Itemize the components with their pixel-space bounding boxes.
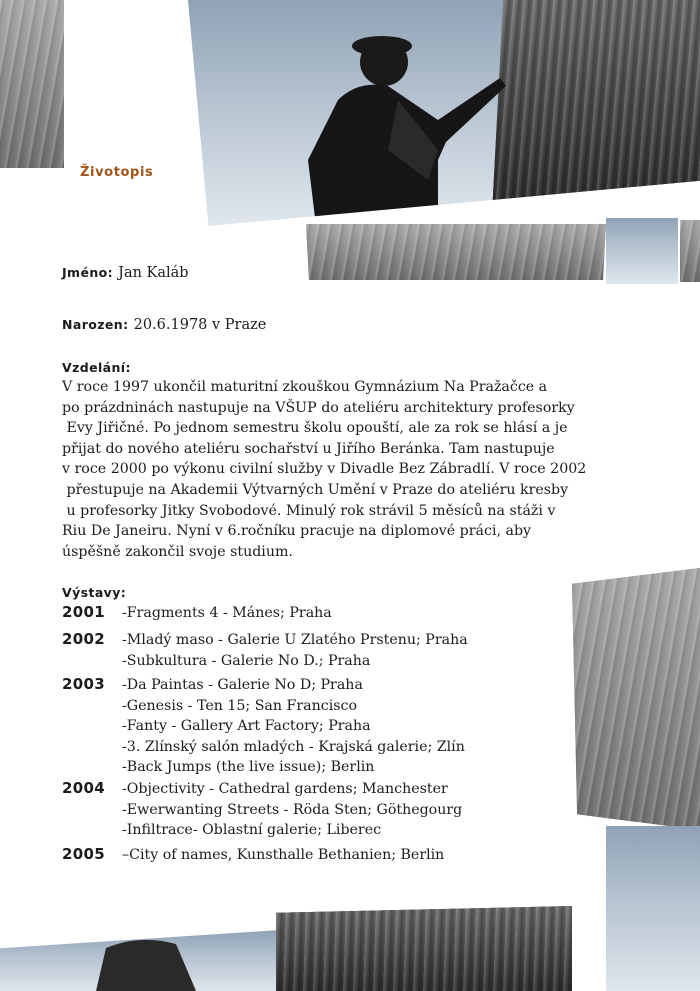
exhibitions-heading — [62, 582, 126, 601]
exhibition-item: -Infiltrace- Oblastní galerie; Liberec — [122, 822, 382, 839]
name-label: Jméno: — [62, 265, 114, 280]
photo-fragment-right-sky — [606, 826, 700, 991]
exhibitions-label: Výstavy: — [62, 585, 127, 600]
education-line: přijat do nového ateliéru sochařství u Jiřího Beránka. Tam nastupuje — [62, 440, 555, 457]
exhibition-year: 2005 — [62, 845, 105, 863]
exhibition-item: -3. Zlínský salón mladých - Krajská galerie; Zlín — [122, 738, 465, 755]
education-label: Vzdelání: — [62, 360, 131, 375]
exhibition-list — [122, 603, 332, 624]
photo-main-silhouette — [188, 0, 700, 226]
education-heading — [62, 357, 131, 376]
photo-fragment-bottom-center — [276, 906, 572, 991]
exhibition-year: 2004 — [62, 779, 105, 797]
born-row — [62, 314, 266, 333]
page-title: Životopis — [80, 165, 154, 180]
photo-fragment-right — [572, 568, 700, 830]
exhibition-item: -Ewerwanting Streets - Röda Sten; Göthegourg — [122, 801, 463, 818]
education-line: V roce 1997 ukončil maturitní zkouškou Gymnázium Na Pražačce a — [62, 379, 548, 395]
exhibition-year: 2001 — [62, 603, 105, 621]
exhibition-item: -Subkultura - Galerie No D.; Praha — [122, 652, 371, 669]
exhibition-item: -Back Jumps (the live issue); Berlin — [122, 759, 375, 776]
education-line: v roce 2000 po výkonu civilní služby v Divadle Bez Zábradlí. V roce 2002 — [62, 461, 587, 478]
exhibition-item: -Genesis - Ten 15; San Francisco — [122, 697, 358, 714]
education-line: Evy Jiřičné. Po jednom semestru školu opouští, ale za rok se hlásí a je — [62, 420, 568, 437]
education-line: přestupuje na Akademii Výtvarných Umění v Praze do ateliéru kresby — [62, 481, 569, 498]
photo-fragment-strip — [306, 224, 606, 280]
exhibition-item: –City of names, Kunsthalle Bethanien; Berlin — [122, 847, 445, 863]
education-line: u profesorky Jitky Svobodové. Minulý rok strávil 5 měsíců na stáži v — [62, 502, 556, 519]
education-line: po prázdninách nastupuje na VŠUP do ateliéru architektury profesorky — [62, 399, 575, 416]
exhibition-item: -Mladý maso - Galerie U Zlatého Prstenu; Praha — [122, 632, 468, 648]
photo-fragment-strip-sky — [606, 218, 678, 284]
exhibition-year: 2003 — [62, 675, 105, 693]
exhibition-year-block — [62, 845, 444, 866]
education-line: úspěšně zakončil svoje studium. — [62, 543, 293, 560]
exhibition-list — [122, 675, 465, 778]
education-line: Riu De Janeiru. Nyní v 6.ročníku pracuje na diplomové práci, aby — [62, 523, 532, 540]
photo-fragment-strip-edge — [680, 220, 700, 282]
exhibition-year-block — [62, 675, 465, 778]
exhibition-item: -Da Paintas - Galerie No D; Praha — [122, 677, 363, 693]
exhibition-list — [122, 630, 468, 671]
name-row — [62, 262, 189, 281]
exhibition-item: -Fanty - Gallery Art Factory; Praha — [122, 718, 371, 735]
photo-fragment-top-left — [0, 0, 64, 168]
name-value: Jan Kaláb — [118, 265, 189, 281]
education-text — [62, 377, 652, 562]
exhibition-list — [122, 779, 462, 841]
exhibition-year: 2002 — [62, 630, 105, 648]
exhibition-year-block — [62, 630, 468, 671]
photo-fragment-bottom-left — [0, 930, 280, 991]
exhibition-item: -Fragments 4 - Mánes; Praha — [122, 605, 332, 621]
figure-silhouette-bottom — [0, 930, 280, 991]
born-value: 20.6.1978 v Praze — [133, 317, 267, 333]
exhibition-year-block — [62, 603, 332, 624]
exhibition-item: -Objectivity - Cathedral gardens; Manchester — [122, 781, 448, 797]
exhibition-year-block — [62, 779, 462, 841]
born-label: Narozen: — [62, 317, 129, 332]
figure-silhouette — [188, 0, 700, 226]
exhibition-list — [122, 845, 444, 866]
